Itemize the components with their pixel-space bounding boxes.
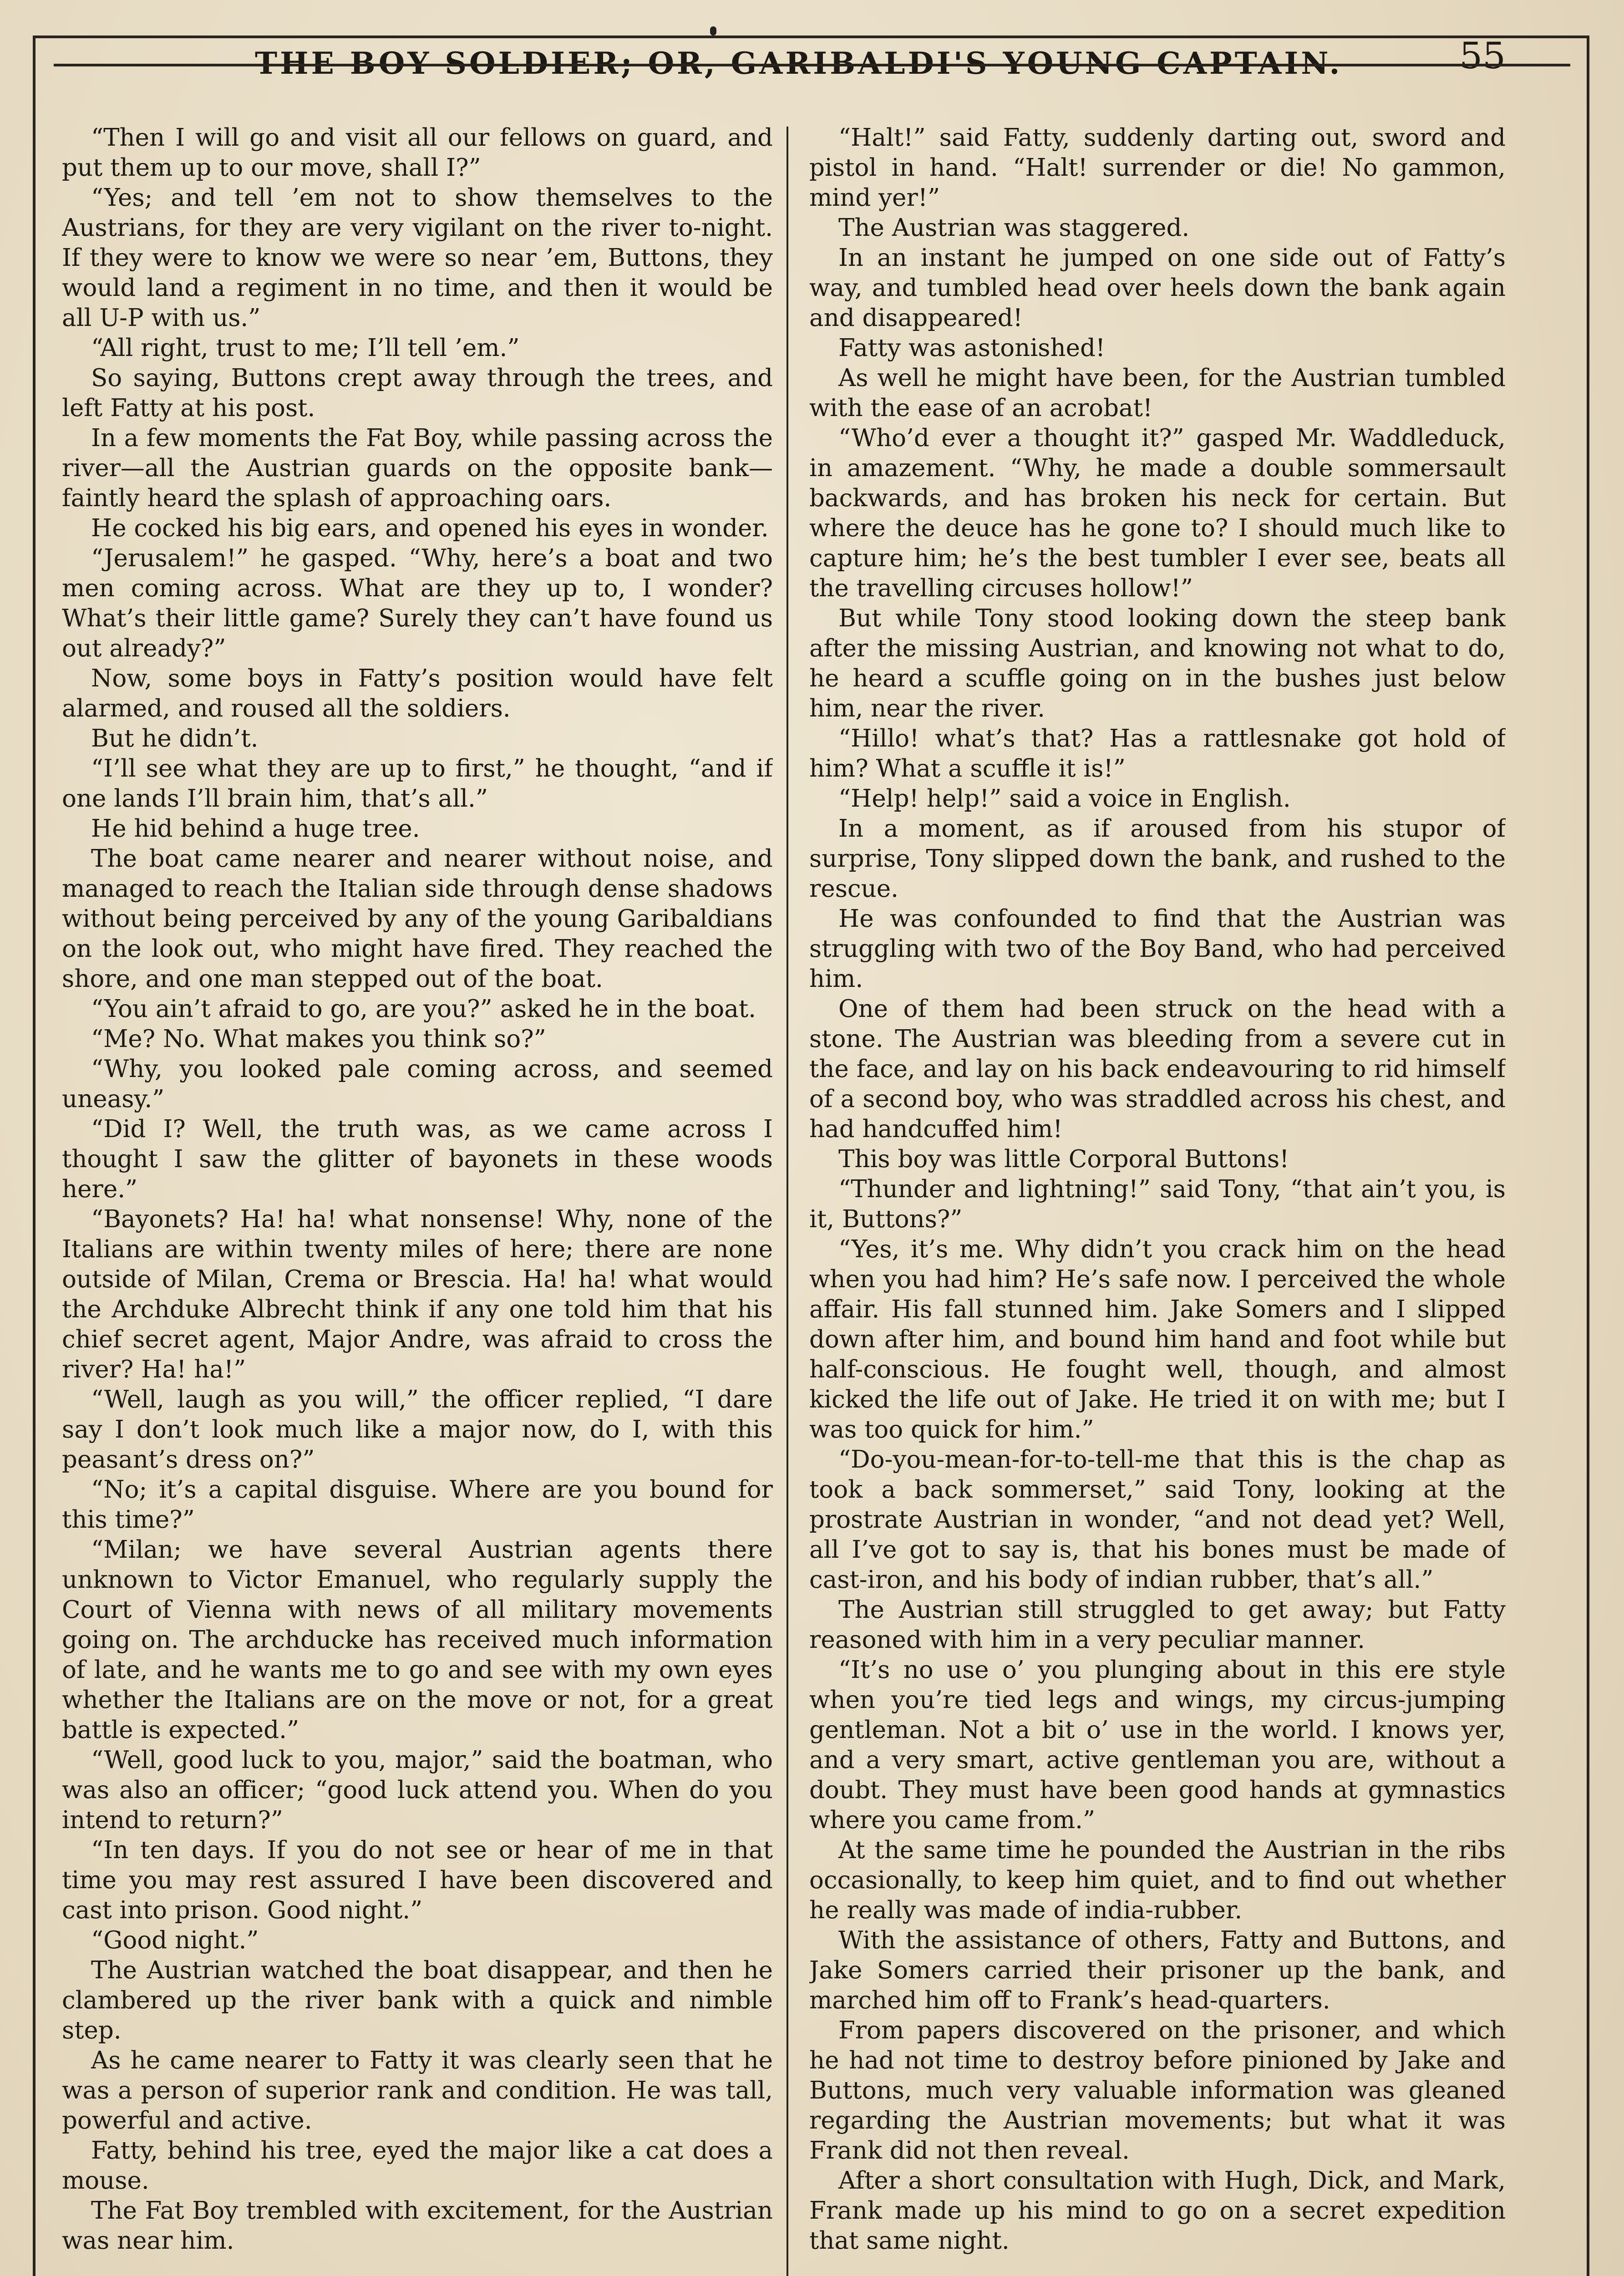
paragraph: “I’ll see what they are up to first,” he thought, “and if one lands I’ll brain him, that’s all.”: [62, 755, 773, 813]
paragraph: “Then I will go and visit all our fellows on guard, and put them up to our move, shall I?”: [62, 124, 773, 182]
paragraph: In an instant he jumped on one side out of Fatty’s way, and tumbled head over heels down the bank again and disappeared!: [809, 244, 1506, 332]
paragraph: But while Tony stood looking down the steep bank after the missing Austrian, and knowing not what to do, he heard a scuffle going on in the bushes just below him, near the river.: [809, 605, 1506, 722]
paragraph: “Yes; and tell ’em not to show themselves to the Austrians, for they are very vigilant on the river to-night. If they were to know we were so near ’em, Buttons, they would land a regiment in no time, and then it would be all U-P with us.”: [62, 184, 773, 332]
paragraph: Now, some boys in Fatty’s position would have felt alarmed, and roused all the soldiers.: [62, 665, 773, 722]
paragraph: The Austrian still struggled to get away; but Fatty reasoned with him in a very peculiar manner.: [809, 1596, 1506, 1654]
paragraph: In a few moments the Fat Boy, while passing across the river—all the Austrian guards on the opposite bank—faintly heard the splash of approaching oars.: [62, 424, 773, 512]
paragraph: At the same time he pounded the Austrian in the ribs occasionally, to keep him quiet, and to find out whether he really was made of india-rubber.: [809, 1836, 1506, 1924]
paragraph: “Thunder and lightning!” said Tony, “that ain’t you, is it, Buttons?”: [809, 1175, 1506, 1233]
paragraph: “Who’d ever a thought it?” gasped Mr. Waddleduck, in amazement. “Why, he made a double sommersault backwards, and has broken his neck for certain. But where the deuce has he gone to? I should much like to capture him; he’s the best tumbler I ever see, beats all the travelling circuses hollow!”: [809, 424, 1506, 602]
paragraph: “You ain’t afraid to go, are you?” asked he in the boat.: [91, 995, 756, 1023]
paragraph: “In ten days. If you do not see or hear of me in that time you may rest assured I have been discovered and cast into prison. Good night.”: [62, 1836, 773, 1924]
paragraph: “Bayonets? Ha! ha! what nonsense! Why, none of the Italians are within twenty miles of here; there are none outside of Milan, Crema or Brescia. Ha! ha! what would the Archduke Albrecht think if any one told him that his chief secret agent, Major Andre, was afraid to cross the river? Ha! ha!”: [62, 1205, 773, 1383]
paragraph: From papers discovered on the prisoner, and which he had not time to destroy before pinioned by Jake and Buttons, much very valuable information was gleaned regarding the Austrian movements; but what it was Frank did not then reveal.: [809, 2017, 1506, 2164]
running-title: THE BOY SOLDIER; OR, GARIBALDI'S YOUNG CAPTAIN.: [255, 46, 1343, 81]
paragraph: After a short consultation with Hugh, Dick, and Mark, Frank made up his mind to go on a secret expedition that same night.: [809, 2167, 1506, 2255]
header-rule: [54, 64, 1570, 66]
paragraph: “Yes, it’s me. Why didn’t you crack him on the head when you had him? He’s safe now. I perceived the whole affair. His fall stunned him. Jake Somers and I slipped down after him, and bound him hand and foot while but half-conscious. He fought well, though, and almost kicked the life out of Jake. He tried it on with me; but I was too quick for him.”: [809, 1235, 1506, 1443]
paragraph: “Why, you looked pale coming across, and seemed uneasy.”: [62, 1055, 773, 1113]
page-number: 55: [1459, 35, 1506, 77]
paragraph: The Fat Boy trembled with excitement, for the Austrian was near him.: [62, 2197, 773, 2255]
paragraph: With the assistance of others, Fatty and Buttons, and Jake Somers carried their prisoner up the bank, and marched him off to Frank’s head-quarters.: [809, 1926, 1506, 2014]
paragraph: “Good night.”: [91, 1926, 259, 1954]
paragraph: “Hillo! what’s that? Has a rattlesnake got hold of him? What a scuffle it is!”: [809, 725, 1506, 782]
paragraph: But he didn’t.: [91, 725, 259, 752]
paragraph: Fatty was astonished!: [838, 334, 1106, 362]
paragraph: Fatty, behind his tree, eyed the major like a cat does a mouse.: [62, 2137, 773, 2195]
paragraph: He hid behind a huge tree.: [91, 815, 420, 843]
paragraph: “Help! help!” said a voice in English.: [838, 785, 1291, 813]
paragraph: The Austrian was staggered.: [838, 214, 1190, 242]
page-mark: [710, 26, 716, 36]
paragraph: As he came nearer to Fatty it was clearly seen that he was a person of superior rank and condition. He was tall, powerful and active.: [62, 2047, 773, 2134]
paragraph: “Well, laugh as you will,” the officer replied, “I dare say I don’t look much like a major now, do I, with this peasant’s dress on?”: [62, 1386, 773, 1473]
paragraph: “Do-you-mean-for-to-tell-me that this is the chap as took a back sommerset,” said Tony, looking at the prostrate Austrian in wonder, “and not dead yet? Well, all I’ve got to say is, that his bones must be made of cast-iron, and his body of indian rubber, that’s all.”: [809, 1446, 1506, 1594]
paragraph: “Milan; we have several Austrian agents there unknown to Victor Emanuel, who regularly supply the Court of Vienna with news of all military movements going on. The archducke has received much information of late, and he wants me to go and see with my own eyes whether the Italians are on the move or not, for a great battle is expected.”: [62, 1536, 773, 1744]
paragraph: “Did I? Well, the truth was, as we came across I thought I saw the glitter of bayonets in these woods here.”: [62, 1115, 773, 1203]
paragraph: “It’s no use o’ you plunging about in this ere style when you’re tied legs and wings, my circus-jumping gentleman. Not a bit o’ use in the world. I knows yer, and a very smart, active gentleman you are, without a doubt. They must have been good hands at gymnastics where you came from.”: [809, 1656, 1506, 1834]
paragraph: The boat came nearer and nearer without noise, and managed to reach the Italian side through dense shadows without being perceived by any of the young Garibaldians on the look out, who might have fired. They reached the shore, and one man stepped out of the boat.: [62, 845, 773, 993]
paragraph: As well he might have been, for the Austrian tumbled with the ease of an acrobat!: [809, 364, 1506, 422]
paragraph: “Halt!” said Fatty, suddenly darting out, sword and pistol in hand. “Halt! surrender or die! No gammon, mind yer!”: [809, 124, 1506, 212]
paragraph: He cocked his big ears, and opened his eyes in wonder.: [91, 514, 769, 542]
paragraph: “Me? No. What makes you think so?”: [91, 1025, 546, 1053]
right-column: [809, 123, 1506, 2276]
paragraph: The Austrian watched the boat disappear, and then he clambered up the river bank with a quick and nimble step.: [62, 1956, 773, 2044]
left-column: [62, 123, 773, 2276]
paragraph: “No; it’s a capital disguise. Where are you bound for this time?”: [62, 1476, 773, 1534]
column-divider: [787, 127, 788, 2276]
paragraph: This boy was little Corporal Buttons!: [838, 1145, 1289, 1173]
paragraph: So saying, Buttons crept away through the trees, and left Fatty at his post.: [62, 364, 773, 422]
paragraph: “All right, trust to me; I’ll tell ’em.”: [91, 334, 520, 362]
paragraph: In a moment, as if aroused from his stupor of surprise, Tony slipped down the bank, and rushed to the rescue.: [809, 815, 1506, 903]
paragraph: “Well, good luck to you, major,” said the boatman, who was also an officer; “good luck attend you. When do you intend to return?”: [62, 1746, 773, 1834]
paragraph: He was confounded to find that the Austrian was struggling with two of the Boy Band, who had perceived him.: [809, 905, 1506, 993]
paragraph: “Jerusalem!” he gasped. “Why, here’s a boat and two men coming across. What are they up to, I wonder? What’s their little game? Surely they can’t have found us out already?”: [62, 544, 773, 662]
paragraph: One of them had been struck on the head with a stone. The Austrian was bleeding from a severe cut in the face, and lay on his back endeavouring to rid himself of a second boy, who was straddled across his chest, and had handcuffed him!: [809, 995, 1506, 1143]
